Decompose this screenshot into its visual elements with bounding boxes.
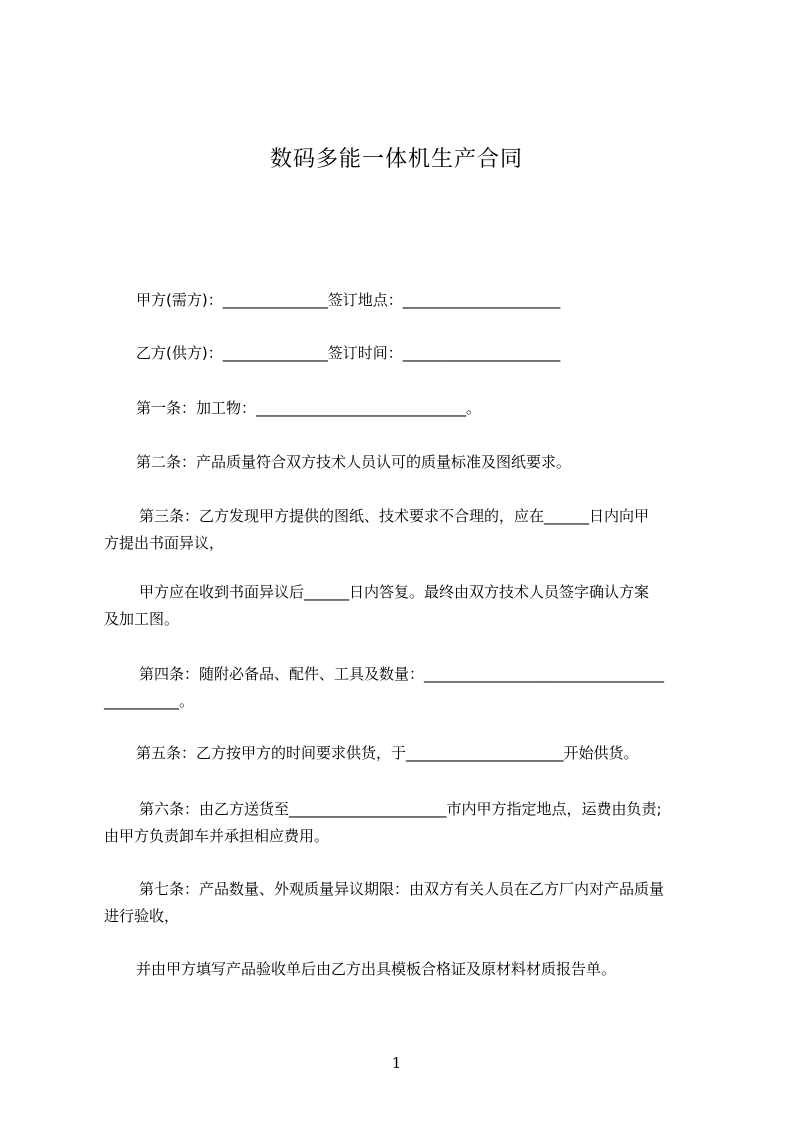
article-7-continued: 并由甲方填写产品验收单后由乙方出具模板合格证及原材料材质报告单。 <box>136 960 617 978</box>
article-7-line-2: 进行验收， <box>104 907 180 925</box>
article-3-line-1: 第三条：乙方发现甲方提供的图纸、技术要求不合理的，应在______日内向甲 <box>139 507 650 525</box>
article-6-line-2: 由甲方负责卸车并承担相应费用。 <box>104 827 330 845</box>
article-3b-line-2: 及加工图。 <box>104 610 180 628</box>
article-5: 第五条：乙方按甲方的时间要求供货，于_____________________开始供货。 <box>136 744 639 762</box>
article-4-line-1: 第四条：随附必备品、配件、工具及数量：________________________________ <box>139 665 665 683</box>
article-7-line-1: 第七条：产品数量、外观质量异议期限：由双方有关人员在乙方厂内对产品质量 <box>139 880 665 898</box>
article-4-line-2: __________。 <box>104 692 195 710</box>
document-title: 数码多能一体机生产合同 <box>269 147 523 172</box>
article-2: 第二条：产品质量符合双方技术人员认可的质量标准及图纸要求。 <box>136 453 572 471</box>
article-3b-line-1: 甲方应在收到书面异议后______日内答复。最终由双方技术人员签字确认方案 <box>139 583 650 601</box>
page-number: 1 <box>391 1054 402 1072</box>
article-6-line-1: 第六条：由乙方送货至_____________________市内甲方指定地点，运费由负责; <box>139 800 662 818</box>
party-a-line: 甲方(需方)：______________签订地点：_____________________ <box>136 291 561 309</box>
article-3-line-2: 方提出书面异议， <box>104 534 225 552</box>
article-1: 第一条：加工物：____________________________。 <box>136 399 482 417</box>
party-b-line: 乙方(供方)：______________签订时间：_____________________ <box>136 344 561 362</box>
